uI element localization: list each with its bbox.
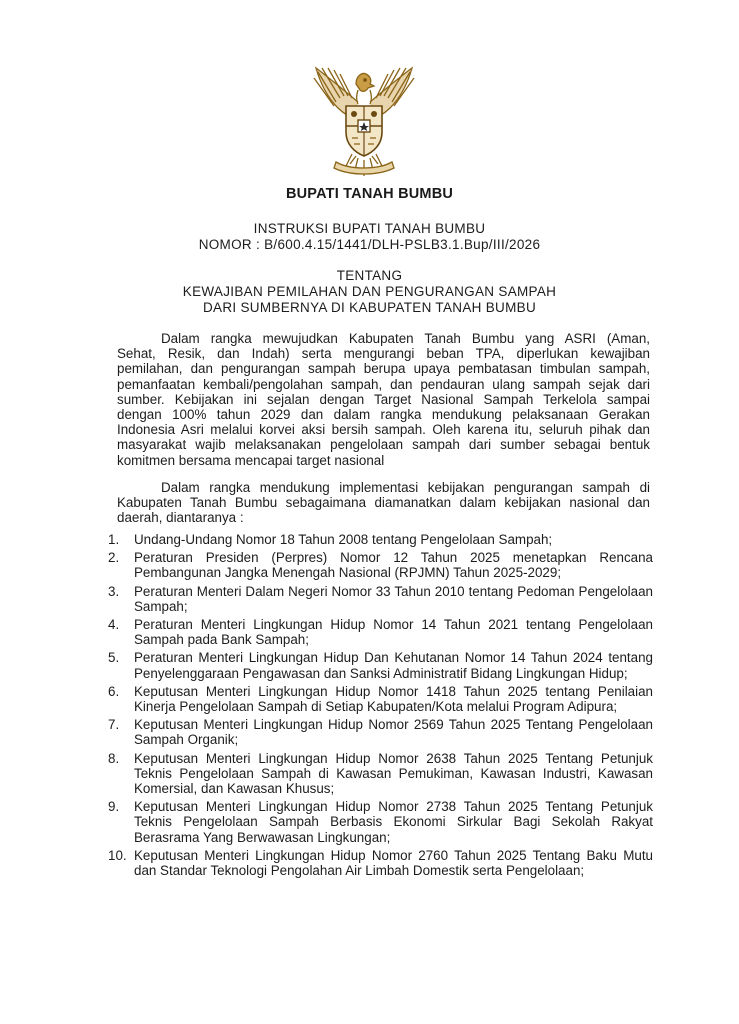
list-text: Peraturan Menteri Lingkungan Hidup Nomor 14 Tahun 2021 tentang Pengelolaan Sampah pada Bank Sampah; xyxy=(134,617,653,648)
garuda-emblem-icon xyxy=(306,62,422,180)
paragraph-line: komitmen bersama mencapai target nasional xyxy=(117,452,385,468)
paragraph-line: pemilahan, dan pengurangan sampah berupa upaya pembatasan timbulan sampah, xyxy=(117,361,650,377)
list-text: Keputusan Menteri Lingkungan Hidup Nomor 2738 Tahun 2025 Tentang Petunjuk Teknis Pengelolaan Sampah Berbasis Ekonomi Sirkular Bagi Sekolah Rakyat Berasrama Yang Berwawasan Lingkungan; xyxy=(134,799,653,845)
list-number: 2. xyxy=(108,550,120,566)
list-item xyxy=(108,532,653,547)
reference-list xyxy=(108,532,653,881)
subject-line-1: KEWAJIBAN PEMILAHAN DAN PENGURANGAN SAMPAH xyxy=(182,284,557,299)
paragraph-line: Sehat, Resik, dan Indah) serta mengurangi beban TPA, diperlukan kewajiban xyxy=(117,346,650,362)
subject-heading xyxy=(0,268,739,316)
list-number: 6. xyxy=(108,683,120,699)
list-text: Peraturan Menteri Dalam Negeri Nomor 33 Tahun 2010 tentang Pedoman Pengelolaan Sampah; xyxy=(134,583,653,614)
list-item xyxy=(108,650,653,680)
list-number: 1. xyxy=(108,532,120,547)
organization-name: BUPATI TANAH BUMBU xyxy=(285,186,454,202)
paragraph-intro xyxy=(117,331,650,468)
paragraph-references-intro xyxy=(117,480,650,526)
list-number: 5. xyxy=(108,650,120,666)
list-text: Peraturan Menteri Lingkungan Hidup Dan Kehutanan Nomor 14 Tahun 2024 tentang Penyelenggaraan Pengawasan dan Sanksi Administratif Bidang Lingkungan Hidup; xyxy=(134,650,653,681)
list-item xyxy=(108,550,653,580)
list-text: Undang-Undang Nomor 18 Tahun 2008 tentang Pengelolaan Sampah; xyxy=(134,532,553,547)
paragraph-line: pemanfaatan kembali/pengolahan sampah, dan pendauran ulang sampah sejak dari xyxy=(117,376,650,392)
instruction-title: INSTRUKSI BUPATI TANAH BUMBU xyxy=(253,221,486,236)
list-item xyxy=(108,584,653,614)
list-text: Keputusan Menteri Lingkungan Hidup Nomor 1418 Tahun 2025 tentang Penilaian Kinerja Pengelolaan Sampah di Setiap Kabupaten/Kota melalui Program Adipura; xyxy=(134,683,653,715)
instruction-heading xyxy=(0,221,739,253)
list-number: 8. xyxy=(108,750,120,766)
paragraph-line: daerah, diantaranya : xyxy=(117,510,244,526)
paragraph-line: sumber. Kebijakan ini sejalan dengan Target Nasional Sampah Terkelola sampai xyxy=(117,391,650,407)
list-item xyxy=(108,717,653,747)
paragraph-line: masyarakat wajib melaksanakan pengelolaan sampah dari sumber sebagai bentuk xyxy=(117,437,650,453)
list-text: Keputusan Menteri Lingkungan Hidup Nomor 2569 Tahun 2025 Tentang Pengelolaan Sampah Organik; xyxy=(134,717,653,748)
list-text: Peraturan Presiden (Perpres) Nomor 12 Tahun 2025 menetapkan Rencana Pembangunan Jangka Menengah Nasional (RPJMN) Tahun 2025-2029; xyxy=(134,550,653,581)
list-number: 10. xyxy=(108,847,127,863)
list-item xyxy=(108,751,653,797)
list-item xyxy=(108,617,653,647)
list-text: Keputusan Menteri Lingkungan Hidup Nomor 2638 Tahun 2025 Tentang Petunjuk Teknis Pengelolaan Sampah di Kawasan Pemukiman, Kawasan Industri, Kawasan Komersial, dan Kawasan Khusus; xyxy=(134,750,653,797)
about-label: TENTANG xyxy=(336,268,403,283)
list-item xyxy=(108,848,653,878)
paragraph-line: Indonesia Asri melalui korvei aksi bersih sampah. Oleh karena itu, seluruh pihak dan xyxy=(117,422,650,438)
paragraph-line: Kabupaten Tanah Bumbu sebagaimana diamanatkan dalam kebijakan nasional dan xyxy=(117,495,650,511)
paragraph-line: Dalam rangka mendukung implementasi kebijakan pengurangan sampah di xyxy=(161,480,650,495)
list-number: 9. xyxy=(108,799,120,815)
instruction-number: NOMOR : B/600.4.15/1441/DLH-PSLB3.1.Bup/III/2026 xyxy=(198,237,541,252)
list-item xyxy=(108,684,653,714)
subject-line-2: DARI SUMBERNYA DI KABUPATEN TANAH BUMBU xyxy=(202,300,536,315)
paragraph-line: dengan 100% tahun 2029 dan dalam rangka mendukung pelaksanaan Gerakan xyxy=(117,407,650,423)
list-text: Keputusan Menteri Lingkungan Hidup Nomor 2760 Tahun 2025 Tentang Baku Mutu dan Standar Teknologi Pengolahan Air Limbah Domestik serta Pengelolaan; xyxy=(134,847,653,879)
list-number: 7. xyxy=(108,717,120,733)
paragraph-line: Dalam rangka mewujudkan Kabupaten Tanah Bumbu yang ASRI (Aman, xyxy=(161,331,650,346)
list-number: 4. xyxy=(108,617,120,633)
list-number: 3. xyxy=(108,583,120,599)
list-item xyxy=(108,799,653,845)
